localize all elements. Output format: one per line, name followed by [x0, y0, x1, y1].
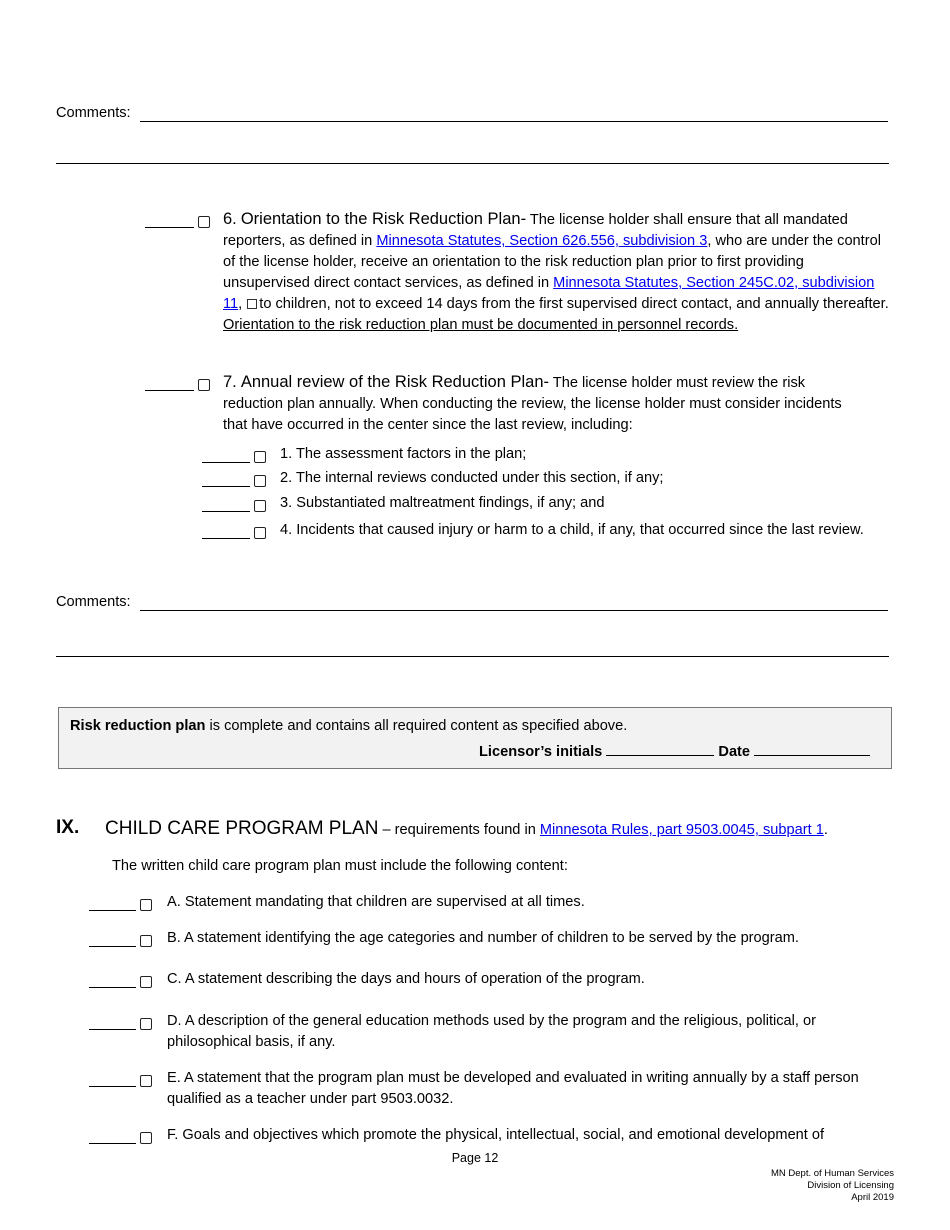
- summary-box: [58, 707, 892, 769]
- initials-blank[interactable]: [606, 741, 714, 756]
- program-item-b-initials-blank[interactable]: [89, 932, 136, 947]
- item6-number: 6.: [223, 210, 237, 228]
- program-item-c-initials-blank[interactable]: [89, 973, 136, 988]
- section-rules-link[interactable]: Minnesota Rules, part 9503.0045, subpart 1: [539, 822, 824, 838]
- summary-bold: Risk reduction plan: [70, 718, 206, 734]
- section-intro: The written child care program plan must include the following content:: [112, 858, 568, 874]
- summary-text: is complete and contains all required content as specified above.: [205, 718, 628, 734]
- program-item-b-checkrow: [89, 932, 152, 952]
- item6-checkrow: [145, 213, 210, 233]
- item6-statute-link-2[interactable]: Minnesota Statutes, Section 245C.02, subdivision 11: [223, 275, 875, 312]
- program-item: F. Goals and objectives which promote the physical, intellectual, social, and emotional development of: [167, 1127, 825, 1143]
- program-item-a-initials-blank[interactable]: [89, 896, 136, 911]
- item6-title: Orientation to the Risk Reduction Plan-: [240, 210, 527, 228]
- item7-subitem: 2. The internal reviews conducted under this section, if any;: [280, 470, 664, 486]
- item7-sub4-checkbox[interactable]: [254, 527, 266, 539]
- item6-checkbox[interactable]: [198, 216, 210, 228]
- program-item-a-checkbox[interactable]: [140, 899, 152, 911]
- page-number: Page 12: [451, 1151, 499, 1165]
- item7-sub2-initials-blank[interactable]: [202, 472, 250, 487]
- item7-sub4-initials-blank[interactable]: [202, 524, 250, 539]
- program-item: A. Statement mandating that children are supervised at all times.: [167, 894, 585, 910]
- item6-text-2: , who are under the control of the license holder, receive an orientation to the risk reduction plan prior to first providing unsupervised direct contact services, as defined in: [223, 233, 881, 291]
- comments-input-line-2[interactable]: [140, 610, 888, 611]
- item6-underlined-note: Orientation to the risk reduction plan must be documented in personnel records.: [223, 317, 739, 333]
- program-item-c-checkrow: [89, 973, 152, 993]
- comments-label-2: Comments:: [56, 594, 131, 610]
- item7-subitem: 3. Substantiated maltreatment findings, if any; and: [280, 495, 605, 511]
- date-label: Date: [718, 744, 751, 760]
- program-item-f-checkbox[interactable]: [140, 1132, 152, 1144]
- section-period: .: [823, 822, 828, 838]
- footer-dept-name: MN Dept. of Human Services: [770, 1168, 894, 1179]
- section-heading: [105, 818, 828, 841]
- program-item: C. A statement describing the days and hours of operation of the program.: [167, 971, 645, 987]
- footer-division: Division of Licensing: [807, 1180, 894, 1191]
- item6-text-3: ,: [238, 296, 247, 312]
- program-item-e-checkbox[interactable]: [140, 1075, 152, 1087]
- item7-sub1-checkrow: [202, 448, 266, 468]
- comments-label-1: Comments:: [56, 105, 131, 121]
- section-numeral: IX.: [56, 817, 80, 838]
- item7-sub3-initials-blank[interactable]: [202, 497, 250, 512]
- program-item-a-checkrow: [89, 896, 152, 916]
- item6-text-1: The license holder shall ensure that all mandated reporters, as defined in: [223, 212, 848, 249]
- footer-date: April 2019: [851, 1192, 894, 1203]
- item7-sub3-checkrow: [202, 497, 266, 517]
- item7-subitem: 4. Incidents that caused injury or harm to a child, if any, that occurred since the last review.: [280, 522, 864, 538]
- item7-sub4-checkrow: [202, 524, 266, 544]
- section-title: CHILD CARE PROGRAM PLAN: [105, 818, 379, 839]
- item6-statute-link-1[interactable]: Minnesota Statutes, Section 626.556, subdivision 3: [376, 233, 708, 249]
- program-item-d-checkbox[interactable]: [140, 1018, 152, 1030]
- licensor-signoff: [479, 741, 870, 763]
- inline-small-box-icon: [247, 299, 257, 309]
- item7-initials-blank[interactable]: [145, 376, 194, 391]
- item6-text-4: to children, not to exceed 14 days from the first supervised direct contact, and annually thereafter.: [259, 296, 889, 312]
- summary-statement: [70, 716, 627, 737]
- item7-sub2-checkbox[interactable]: [254, 475, 266, 487]
- initials-label: Licensor’s initials: [479, 744, 603, 760]
- comments-line-1b[interactable]: [56, 163, 889, 164]
- program-item-c-checkbox[interactable]: [140, 976, 152, 988]
- program-item: E. A statement that the program plan must be developed and evaluated in writing annually by a staff person qualified as a teacher under part 9503.0032.: [167, 1070, 859, 1107]
- item7-number: 7.: [223, 373, 237, 391]
- item7-text: The license holder must review the risk reduction plan annually. When conducting the review, the license holder must consider incidents that have occurred in the center since the last review, including:: [223, 375, 842, 433]
- item7-sub3-checkbox[interactable]: [254, 500, 266, 512]
- item6-text-block: [223, 209, 891, 336]
- item7-sub1-checkbox[interactable]: [254, 451, 266, 463]
- item7-subitem: 1. The assessment factors in the plan;: [280, 446, 527, 462]
- program-item-b-checkbox[interactable]: [140, 935, 152, 947]
- item7-title: Annual review of the Risk Reduction Plan-: [240, 373, 549, 391]
- program-item-f-initials-blank[interactable]: [89, 1129, 136, 1144]
- item6-initials-blank[interactable]: [145, 213, 194, 228]
- program-item-e-checkrow: [89, 1072, 152, 1092]
- program-item-d-checkrow: [89, 1015, 152, 1035]
- comments-input-line-1[interactable]: [140, 121, 888, 122]
- section-dash-text: – requirements found in: [378, 822, 540, 838]
- date-blank[interactable]: [754, 741, 870, 756]
- program-item: D. A description of the general education methods used by the program and the religious, political, or philosophical basis, if any.: [167, 1013, 817, 1050]
- program-item: B. A statement identifying the age categories and number of children to be served by the program.: [167, 930, 799, 946]
- item7-text-block: [223, 372, 863, 436]
- program-item-f-checkrow: [89, 1129, 152, 1149]
- program-item-e-initials-blank[interactable]: [89, 1072, 136, 1087]
- comments-line-2b[interactable]: [56, 656, 889, 657]
- item7-checkbox[interactable]: [198, 379, 210, 391]
- item7-sub1-initials-blank[interactable]: [202, 448, 250, 463]
- footer-dept: [771, 1168, 894, 1204]
- item7-sub2-checkrow: [202, 472, 266, 492]
- program-item-d-initials-blank[interactable]: [89, 1015, 136, 1030]
- item7-checkrow: [145, 376, 210, 396]
